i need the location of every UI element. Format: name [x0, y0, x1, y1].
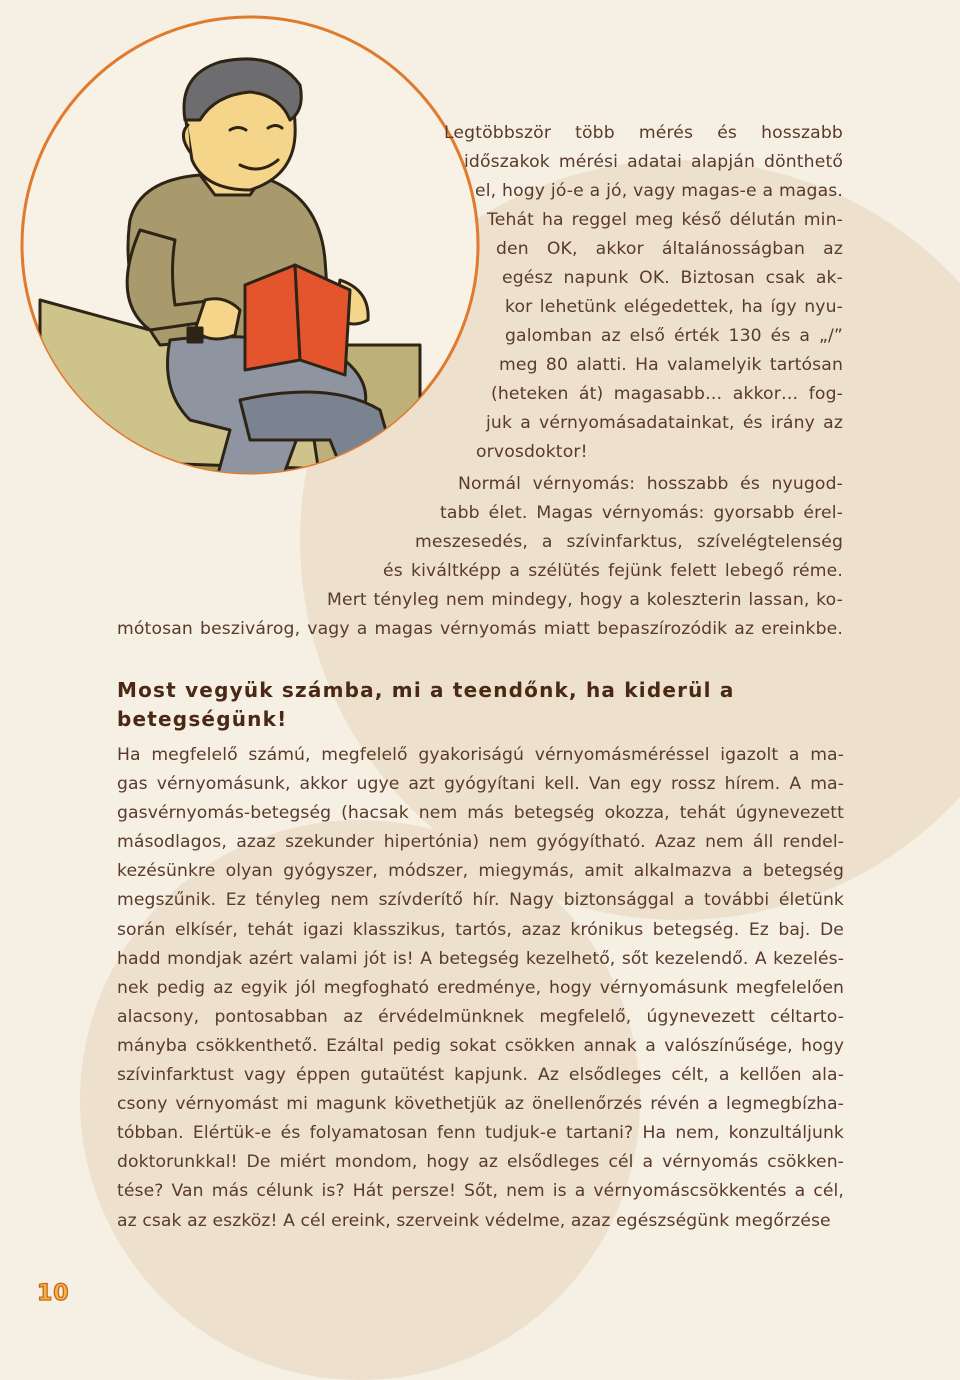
intro-line: Tehát ha reggel meg késő délután min- [487, 210, 843, 230]
intro-line: (heteken át) magasabb… akkor… fog- [491, 384, 843, 404]
body-line: gas vérnyomásunk, akkor ugye azt gyógyítani kell. Van egy rossz hírem. A ma- [117, 774, 844, 795]
body-line: mányba csökkenthető. Ezáltal pedig sokat csökken annak a valószínűsége, hogy [117, 1035, 844, 1056]
body-line: az csak az eszköz! A cél ereink, szerveink védelme, azaz egészségünk megőrzése [117, 1210, 831, 1231]
body-paragraph [117, 741, 844, 1236]
body-line: szívinfarktust vagy éppen gutaütést kapjunk. Az elsődleges célt, a kellően ala- [117, 1065, 844, 1086]
body-line: kezésünkre olyan gyógyszer, módszer, miegymás, amit alkalmazva a betegség [117, 861, 844, 882]
body-line: gasvérnyomás-betegség (hacsak nem más betegség okozza, tehát úgynevezett [117, 803, 844, 824]
intro-line: galomban az első érték 130 és a „/” [505, 326, 843, 346]
section-heading-line: betegségünk! [117, 707, 288, 731]
intro-line: Normál vérnyomás: hosszabb és nyugod- [458, 474, 843, 494]
intro-line: és kiváltképp a szélütés fejünk felett lebegő réme. [383, 561, 843, 581]
intro-line: juk a vérnyomásadatainkat, és irány az [486, 413, 843, 433]
body-line: során elkísér, tehát igazi klasszikus, tartós, azaz krónikus betegség. Ez baj. De [117, 919, 844, 940]
intro-line: den OK, akkor általánosságban az [496, 239, 843, 259]
intro-line: Mert tényleg nem mindegy, hogy a koleszterin lassan, ko- [327, 590, 843, 610]
intro-line: el, hogy jó-e a jó, vagy magas-e a magas. [475, 181, 843, 201]
body-line: tése? Van más célunk is? Hát persze! Sőt, nem is a vérnyomáscsökkentés a cél, [117, 1181, 844, 1202]
page-number: 10 [37, 1281, 70, 1306]
intro-line: időszakok mérési adatai alapján dönthető [464, 152, 843, 172]
body-line: Ha megfelelő számú, megfelelő gyakoriságú vérnyomásméréssel igazolt a ma- [117, 745, 844, 765]
intro-line: orvosdoktor! [476, 442, 588, 462]
body-line: hadd mondjak azért valami jót is! A betegség kezelhető, sőt kezelendő. A kezelés- [117, 948, 844, 969]
body-line: doktorunkkal! De miért mondom, hogy az elsődleges cél a vérnyomás csökken- [117, 1152, 844, 1173]
intro-line: meszesedés, a szívinfarktus, szívelégtelenség [415, 532, 843, 552]
intro-line: mótosan beszivárog, vagy a magas vérnyomás miatt bepaszírozódik az ereinkbe. [117, 619, 843, 639]
body-line: tóbban. Elértük-e és folyamatosan fenn tudjuk-e tartani? Ha nem, konzultáljunk [117, 1123, 844, 1144]
intro-line: kor lehetünk elégedettek, ha így nyu- [505, 297, 843, 317]
body-line: alacsony, pontosabban az érvédelmünknek megfelelő, úgynevezett céltarto- [117, 1006, 844, 1027]
body-line: csony vérnyomást mi magunk követhetjük az önellenőrzés révén a legmegbízha- [117, 1094, 844, 1115]
intro-line: Legtöbbször több mérés és hosszabb [444, 123, 843, 143]
intro-line: tabb élet. Magas vérnyomás: gyorsabb érel- [440, 503, 843, 523]
intro-text [0, 0, 960, 660]
intro-line: meg 80 alatti. Ha valamelyik tartósan [499, 355, 843, 375]
body-line: másodlagos, azaz szekunder hipertónia) nem gyógyítható. Azaz nem áll rendel- [117, 832, 844, 853]
body-line: nek pedig az egyik jól megfogható eredménye, hogy vérnyomásunk megfelelően [117, 977, 844, 998]
section-heading [117, 676, 837, 734]
body-line: megszűnik. Ez tényleg nem szívderítő hír. Nagy biztonsággal a további életünk [117, 890, 844, 911]
intro-line: egész napunk OK. Biztosan csak ak- [502, 268, 843, 288]
section-heading-line: Most vegyük számba, mi a teendőnk, ha kiderül a [117, 678, 735, 702]
